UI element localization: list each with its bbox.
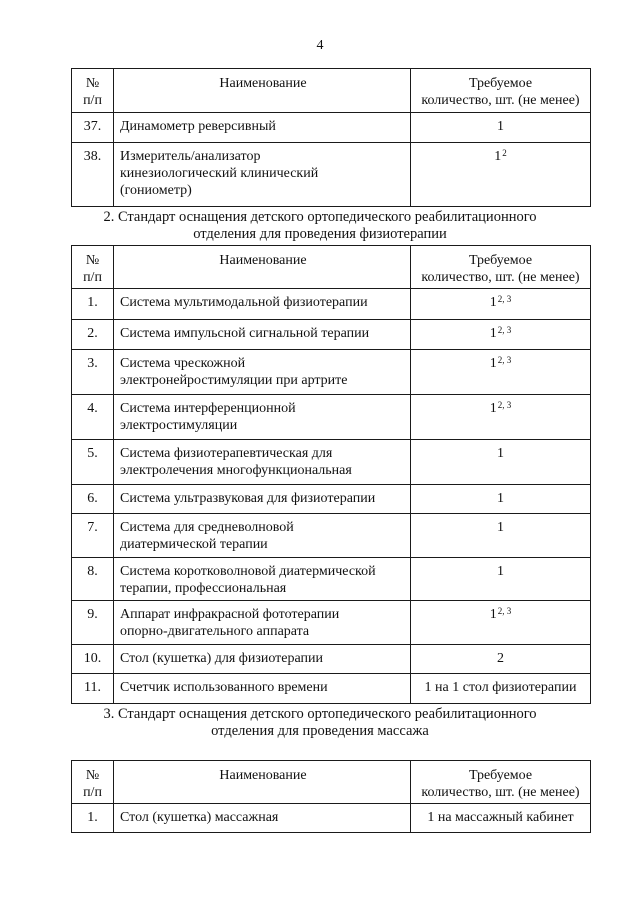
header-name-cell: Наименование (114, 246, 411, 289)
header-qty-line2: количество, шт. (не менее) (421, 785, 580, 800)
header-qty-line2: количество, шт. (не менее) (421, 93, 580, 108)
table-row (72, 485, 591, 514)
item-quantity-cell (411, 143, 591, 207)
item-name-cell (114, 514, 411, 558)
header-qty-line1: Требуемое (468, 768, 533, 783)
item-quantity-value: 1 (497, 446, 504, 461)
header-num-cell (72, 761, 114, 804)
item-quantity-cell (411, 395, 591, 440)
item-name-line: Система чрескожной (120, 356, 246, 371)
table-header-row (72, 761, 591, 804)
footnote-reference: 2, 3 (497, 325, 512, 335)
header-name-cell: Наименование (114, 69, 411, 113)
section-3-title (0, 706, 640, 740)
table-row (72, 395, 591, 440)
equipment-table-2 (71, 245, 591, 704)
section-2-title-line1: 2. Стандарт оснащения детского ортопедического реабилитационного (103, 209, 537, 225)
item-name-line: Система ультразвуковая для физиотерапии (120, 491, 376, 506)
header-qty-line1: Требуемое (468, 76, 533, 91)
row-number-cell: 10. (72, 645, 114, 674)
header-num-cell (72, 246, 114, 289)
header-num-cell (72, 69, 114, 113)
item-quantity-cell (411, 485, 591, 514)
header-name-cell: Наименование (114, 761, 411, 804)
footnote-reference: 2, 3 (497, 606, 512, 616)
item-name-cell (114, 674, 411, 704)
row-number-cell: 38. (72, 143, 114, 207)
item-quantity-cell (411, 320, 591, 350)
item-quantity-value: 1 (489, 326, 497, 341)
item-name-cell (114, 485, 411, 514)
item-quantity-value: 1 (494, 149, 502, 164)
item-name-cell (114, 350, 411, 395)
footnote-reference: 2, 3 (497, 355, 512, 365)
header-num-line1: № (85, 76, 100, 91)
item-name-cell (114, 289, 411, 320)
item-name-cell (114, 558, 411, 601)
section-2-title-line2: отделения для проведения физиотерапии (193, 226, 447, 242)
header-qty-line1: Требуемое (468, 253, 533, 268)
table-row (72, 143, 591, 207)
item-name-line: Динамометр реверсивный (120, 119, 276, 134)
item-name-line: электролечения многофункциональная (120, 463, 352, 478)
item-name-cell (114, 395, 411, 440)
item-name-line: (гониометр) (120, 183, 192, 198)
footnote-reference: 2, 3 (497, 400, 512, 410)
table-header-row (72, 69, 591, 113)
item-quantity-cell (411, 440, 591, 485)
item-quantity-value: 1 (489, 607, 497, 622)
item-name-line: Стол (кушетка) для физиотерапии (120, 651, 324, 666)
item-name-line: диатермической терапии (120, 537, 268, 552)
header-num-line2: п/п (83, 93, 102, 108)
table-header-row (72, 246, 591, 289)
footnote-reference: 2, 3 (497, 294, 512, 304)
row-number-cell: 1. (72, 289, 114, 320)
row-number-cell: 9. (72, 601, 114, 645)
row-number-cell: 11. (72, 674, 114, 704)
header-num-line1: № (85, 768, 100, 783)
table-row (72, 113, 591, 143)
row-number-cell: 5. (72, 440, 114, 485)
table-row (72, 645, 591, 674)
row-number-cell: 2. (72, 320, 114, 350)
item-name-line: Система физиотерапевтическая для (120, 446, 333, 461)
item-quantity-cell (411, 514, 591, 558)
page-number: 4 (316, 38, 324, 53)
table-row (72, 804, 591, 833)
item-name-cell (114, 804, 411, 833)
item-quantity-value: 2 (497, 651, 504, 666)
row-number-cell: 4. (72, 395, 114, 440)
item-name-cell (114, 320, 411, 350)
row-number-cell: 37. (72, 113, 114, 143)
table-row (72, 440, 591, 485)
item-name-line: электростимуляции (120, 418, 238, 433)
item-name-line: Счетчик использованного времени (120, 680, 328, 695)
table-row (72, 514, 591, 558)
item-quantity-value: 1 (489, 295, 497, 310)
table1-body (72, 113, 591, 207)
equipment-table-3 (71, 760, 591, 833)
table-row (72, 350, 591, 395)
header-num-line2: п/п (83, 785, 102, 800)
item-quantity-cell (411, 601, 591, 645)
row-number-cell: 7. (72, 514, 114, 558)
item-quantity-value: 1 (489, 401, 497, 416)
item-name-line: опорно-двигательного аппарата (120, 624, 310, 639)
item-quantity-cell (411, 289, 591, 320)
item-quantity-value: 1 (497, 491, 504, 506)
section-3-title-line1: 3. Стандарт оснащения детского ортопедического реабилитационного (103, 706, 537, 722)
section-2-title (0, 209, 640, 243)
item-quantity-cell (411, 113, 591, 143)
table-row (72, 289, 591, 320)
table3-body (72, 804, 591, 833)
table-row (72, 601, 591, 645)
header-qty-cell (411, 761, 591, 804)
item-quantity-cell (411, 674, 591, 704)
item-name-line: Измеритель/анализатор (120, 149, 261, 164)
item-quantity-value: 1 (497, 520, 504, 535)
item-quantity-value: 1 на массажный кабинет (427, 810, 574, 825)
table-row (72, 558, 591, 601)
item-name-line: Система интерференционной (120, 401, 296, 416)
section-3-title-line2: отделения для проведения массажа (211, 723, 429, 739)
item-quantity-cell (411, 645, 591, 674)
item-name-cell (114, 440, 411, 485)
header-qty-cell (411, 246, 591, 289)
item-name-line: Стол (кушетка) массажная (120, 810, 279, 825)
item-quantity-value: 1 на 1 стол физиотерапии (424, 680, 577, 695)
item-quantity-cell (411, 804, 591, 833)
item-quantity-value: 1 (489, 356, 497, 371)
item-name-line: Система мультимодальной физиотерапии (120, 295, 368, 310)
header-qty-cell (411, 69, 591, 113)
header-num-line1: № (85, 253, 100, 268)
item-name-cell (114, 645, 411, 674)
item-name-line: терапии, профессиональная (120, 581, 287, 596)
item-quantity-value: 1 (497, 119, 504, 134)
item-quantity-value: 1 (497, 564, 504, 579)
item-name-line: Система для средневолновой (120, 520, 294, 535)
header-num-line2: п/п (83, 270, 102, 285)
row-number-cell: 1. (72, 804, 114, 833)
footnote-reference: 2 (502, 148, 507, 158)
table-row (72, 320, 591, 350)
item-quantity-cell (411, 558, 591, 601)
item-quantity-cell (411, 350, 591, 395)
table2-body (72, 289, 591, 704)
header-qty-line2: количество, шт. (не менее) (421, 270, 580, 285)
item-name-line: Аппарат инфракрасной фототерапии (120, 607, 340, 622)
equipment-table-1 (71, 68, 591, 207)
item-name-line: кинезиологический клинический (120, 166, 319, 181)
row-number-cell: 8. (72, 558, 114, 601)
item-name-line: электронейростимуляции при артрите (120, 373, 348, 388)
item-name-cell (114, 113, 411, 143)
row-number-cell: 6. (72, 485, 114, 514)
row-number-cell: 3. (72, 350, 114, 395)
item-name-line: Система коротковолновой диатермической (120, 564, 376, 579)
table-row (72, 674, 591, 704)
item-name-cell (114, 601, 411, 645)
item-name-cell (114, 143, 411, 207)
item-name-line: Система импульсной сигнальной терапии (120, 326, 370, 341)
